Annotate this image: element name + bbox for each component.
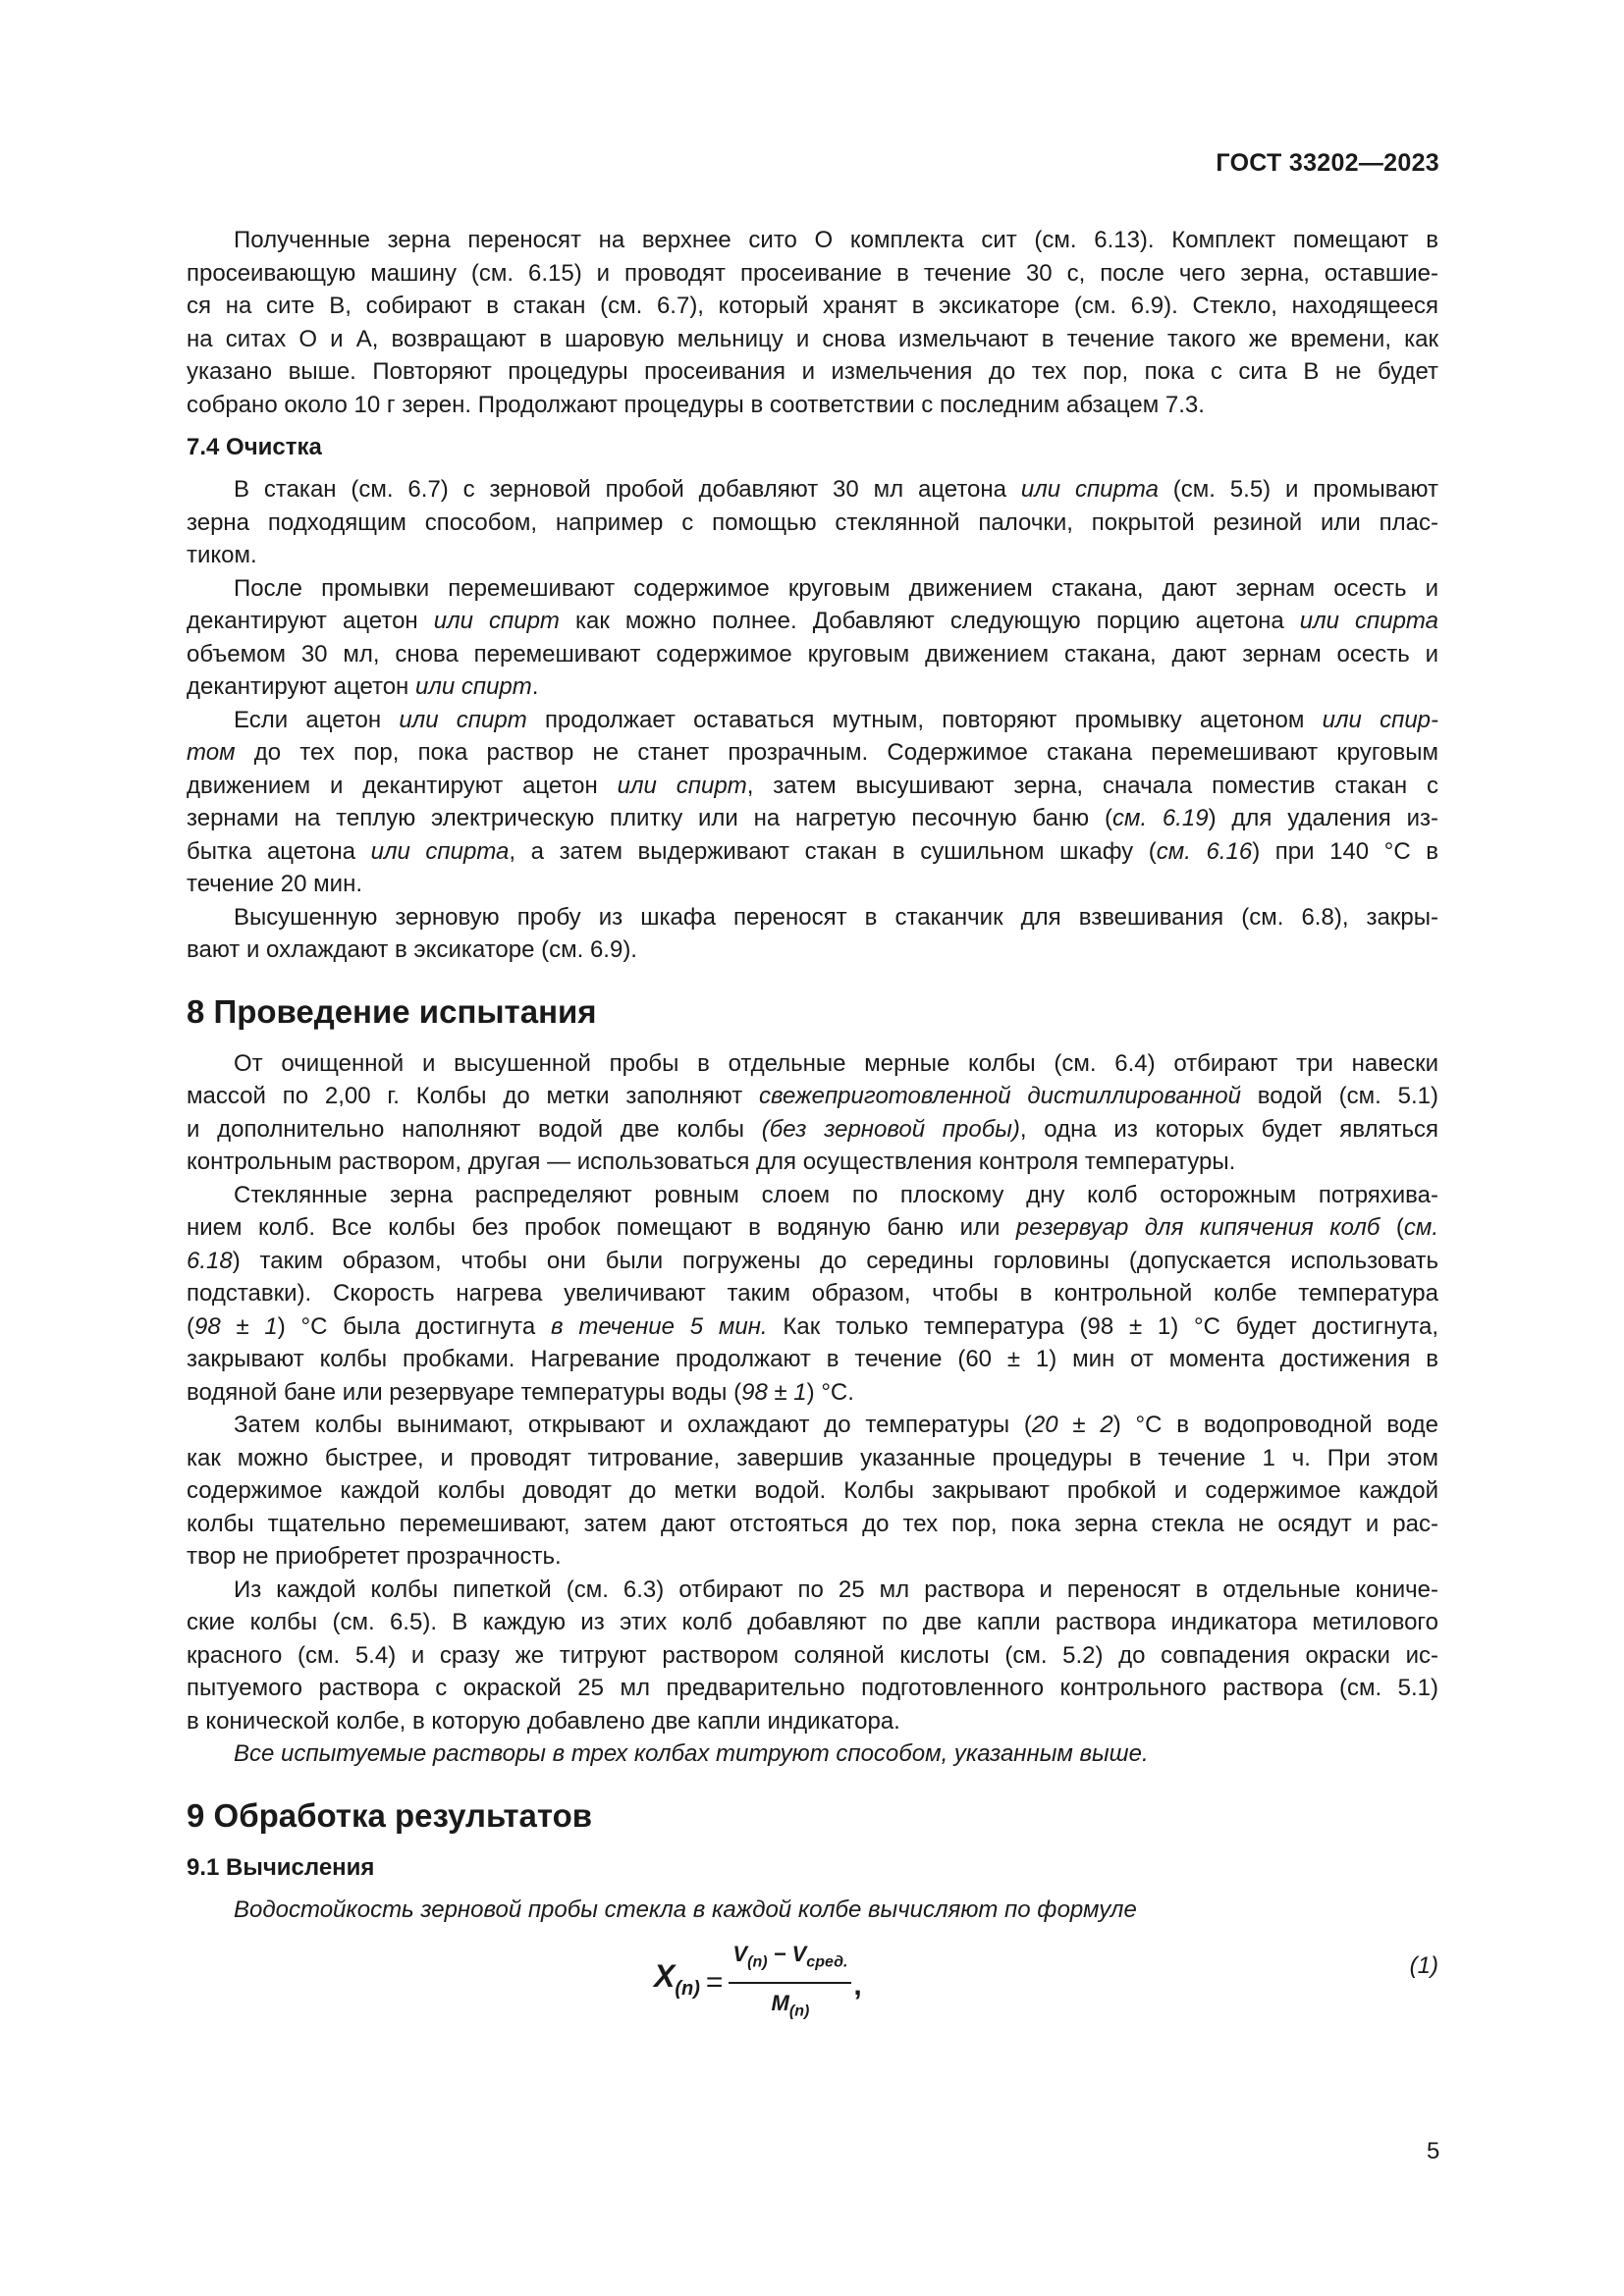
text-line: Затем колбы вынимают, открывают и охлаждают до температуры (20 ± 2) °С в водопроводной воде [187,1412,1438,1438]
section-heading: 8 Проведение испытания [187,992,597,1030]
text-line: красного (см. 5.4) и сразу же титруют раствором соляной кислоты (см. 5.2) до совпадения окраски ис- [187,1641,1438,1669]
text-line: и дополнительно наполняют водой две колбы (без зерновой пробы), одна из которых будет являться [187,1115,1438,1143]
text-line: объемом 30 мл, снова перемешивают содержимое круговым движением стакана, дают зернам осесть и [187,640,1438,667]
text-line: (98 ± 1) °С была достигнута в течение 5 мин. Как только температура (98 ± 1) °С будет достигнута, [187,1312,1438,1340]
text-line: Полученные зерна переносят на верхнее сито О комплекта сит (см. 6.13). Комплект помещают в [187,227,1438,253]
text-line: закрывают колбы пробками. Нагревание продолжают в течение (60 ± 1) мин от момента достижения в [187,1346,1438,1372]
subsection-heading: 9.1 Вычисления [187,1853,375,1881]
paragraph [187,224,1438,421]
text-line: указано выше. Повторяют процедуры просеивания и измельчения до тех пор, пока с сита В не будет [187,358,1438,385]
paragraph [187,901,1438,967]
text-line: массой по 2,00 г. Колбы до метки заполняют свежеприготовленной дистиллированной водой (см. 5.1) [187,1083,1438,1109]
text-line: Из каждой колбы пипеткой (см. 6.3) отбирают по 25 мл раствора и переносят в отдельные кониче- [187,1575,1438,1603]
formula-den-symbol: M [771,1990,789,2015]
formula-lhs [654,1957,700,2006]
text-line: От очищенной и высушенной пробы в отдельные мерные колбы (см. 6.4) отбирают три навески [187,1049,1438,1077]
paragraph [187,1894,1438,1927]
paragraph [187,1047,1438,1179]
text-line: пытуемого раствора с окраской 25 мл предварительно подготовленного контрольного раствора (см. 5.1) [187,1675,1438,1701]
text-line: ся на сите В, собирают в стакан (см. 6.7), который хранят в эксикаторе (см. 6.9). Стекло, находящееся [187,293,1438,319]
text-line: тиком. [187,542,257,568]
formula-num-a: V [732,1942,748,1966]
formula-num-a-sub: (n) [747,1953,768,1971]
formula-num-b: − V [767,1942,807,1966]
text-line: колбы тщательно перемешивают, затем дают отстояться до тех пор, пока зерна стекла не осядут и рас- [187,1510,1438,1537]
text-line: ские колбы (см. 6.5). В каждую из этих колб добавляют по две капли раствора индикатора метилового [187,1609,1438,1635]
text-line: в конической колбе, в которую добавлено две капли индикатора. [187,1707,900,1735]
paragraph [187,1737,1438,1771]
formula-numerator [729,1938,851,1984]
formula-denominator [772,1984,810,2028]
text-line: зернами на теплую электрическую плитку или на нагретую песочную баню (см. 6.19) для удаления из- [187,805,1438,831]
text-line: Водостойкость зерновой пробы стекла в каждой колбе вычисляют по формуле [187,1896,1137,1923]
text-line: на ситах О и А, возвращают в шаровую мельницу и снова измельчают в течение такого же времени, как [187,325,1438,352]
formula-lhs-subscript: (n) [675,1977,700,2000]
text-line: вают и охлаждают в эксикаторе (см. 6.9). [187,936,637,963]
paragraph [187,572,1438,704]
text-line: как можно быстрее, и проводят титрование, завершив указанные процедуры в течение 1 ч. При этом [187,1444,1438,1471]
formula-num-b-sub: сред. [806,1953,848,1971]
text-line: водяной бане или резервуаре температуры воды (98 ± 1) °С. [187,1378,854,1406]
text-line: декантируют ацетон или спирт как можно полнее. Добавляют следующую порцию ацетона или спирта [187,608,1438,634]
text-line: В стакан (см. 6.7) с зерновой пробой добавляют 30 мл ацетона или спирта (см. 5.5) и промывают [187,476,1438,503]
formula-lhs-symbol: X [654,1957,676,1994]
text-line: Если ацетон или спирт продолжает оставаться мутным, повторяют промывку ацетоном или спир- [187,706,1438,733]
text-line: зерна подходящим способом, например с помощью стеклянной палочки, покрытой резиной или плас- [187,508,1438,536]
text-line: После промывки перемешивают содержимое круговым движением стакана, дают зернам осесть и [187,574,1438,602]
text-line: нием колб. Все колбы без пробок помещают в водяную баню или резервуар для кипячения колб (см. [187,1214,1438,1241]
formula-comma: , [853,1969,862,2002]
text-line: декантируют ацетон или спирт. [187,673,539,700]
document-id-header: ГОСТ 33202—2023 [1216,149,1439,177]
text-line: подставки). Скорость нагрева увеличивают таким образом, чтобы в контрольной колбе температура [187,1280,1438,1307]
text-line: просеивающую машину (см. 6.15) и проводят просеивание в течение 30 с, после чего зерна, оставшие- [187,259,1438,287]
text-line: Стеклянные зерна распределяют ровным слоем по плоскому дну колб осторожным потряхива- [187,1181,1438,1208]
formula-block [187,1930,1438,2020]
text-line: движением и декантируют ацетон или спирт, затем высушивают зерна, сначала поместив стакан с [187,772,1438,799]
subsection-heading: 7.4 Очистка [187,434,322,460]
formula-1 [654,1938,862,2028]
paragraph [187,1179,1438,1410]
text-line: контрольным раствором, другая — использоваться для осуществления контроля температуры. [187,1148,1236,1175]
text-line: том до тех пор, пока раствор не станет прозрачным. Содержимое стакана перемешивают круговым [187,739,1438,766]
formula-number: (1) [1409,1952,1438,1979]
paragraph [187,1409,1438,1574]
paragraph [187,473,1438,572]
page-number: 5 [1427,2138,1440,2164]
paragraph [187,704,1438,901]
text-line: содержимое каждой колбы доводят до метки водой. Колбы закрывают пробкой и содержимое каждой [187,1477,1438,1504]
text-line: бытка ацетона или спирта, а затем выдерживают стакан в сушильном шкафу (см. 6.16) при 140 °С в [187,837,1438,865]
text-line: Все испытуемые растворы в трех колбах титруют способом, указанным выше. [187,1740,1149,1767]
section-heading: 9 Обработка результатов [187,1796,593,1834]
formula-equals: = [705,1966,724,2000]
formula-fraction [729,1938,851,2028]
text-line: 6.18) таким образом, чтобы они были погружены до середины горловины (допускается использовать [187,1247,1438,1274]
text-line: Высушенную зерновую пробу из шкафа переносят в стаканчик для взвешивания (см. 6.8), закры- [187,903,1438,931]
formula-den-sub: (n) [788,2002,810,2020]
text-line: течение 20 мин. [187,871,362,897]
text-line: твор не приобретет прозрачность. [187,1543,562,1570]
document-body [187,224,1438,2020]
text-line: собрано около 10 г зерен. Продолжают процедуры в соответствии с последним абзацем 7.3. [187,391,1205,418]
paragraph [187,1574,1438,1738]
